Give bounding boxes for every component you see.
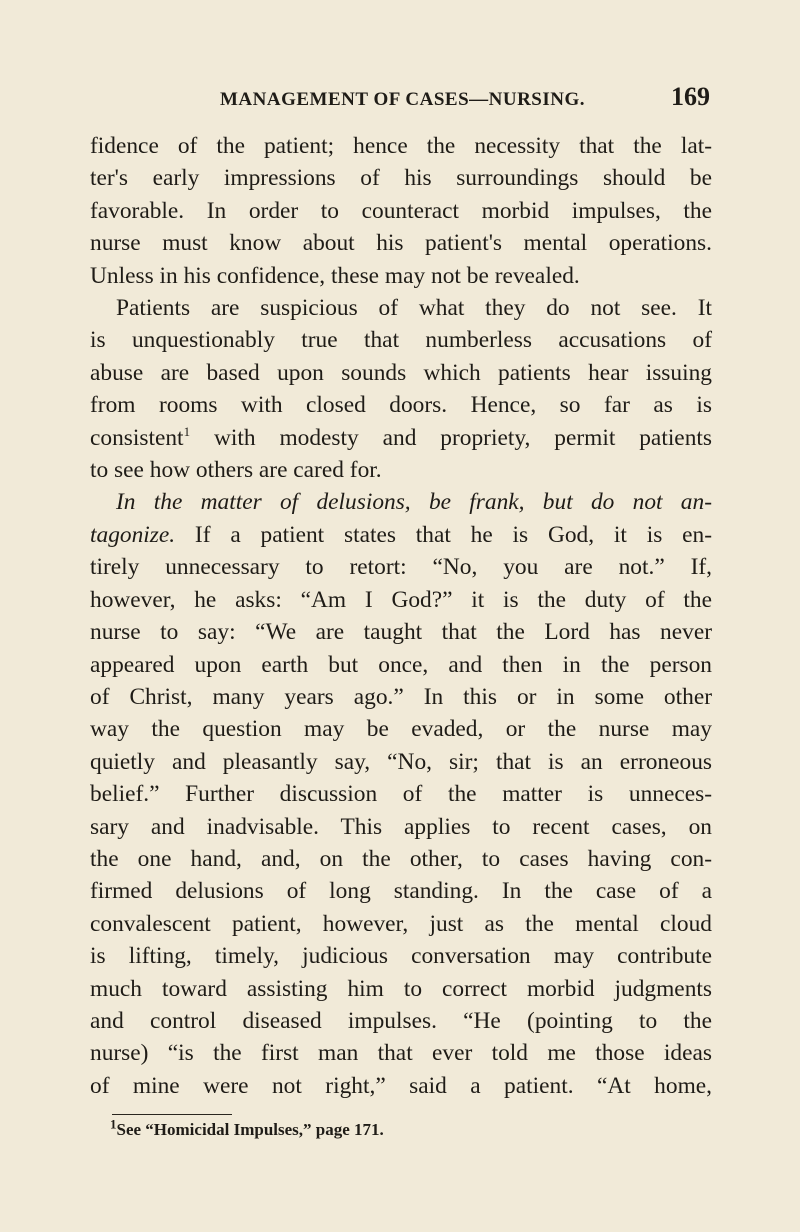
footnote-reference: 1	[183, 423, 191, 439]
text-line: is lifting, timely, judicious conversation may contribute	[90, 943, 712, 970]
page-header	[200, 82, 710, 112]
text-line: is unquestionably true that numberless accusations of	[90, 327, 712, 354]
text-line: abuse are based upon sounds which patients hear issuing	[90, 359, 712, 386]
text-line: nurse must know about his patient's mental operations.	[90, 230, 712, 257]
text-line: however, he asks: “Am I God?” it is the duty of the	[90, 586, 712, 613]
text-line: ter's early impressions of his surroundings should be	[90, 165, 712, 192]
text-line: nurse) “is the first man that ever told me those ideas	[90, 1040, 712, 1067]
text-line: convalescent patient, however, just as the mental cloud	[90, 910, 712, 937]
text-line: sary and inadvisable. This applies to recent cases, on	[90, 813, 712, 840]
text-line: belief.” Further discussion of the matter is unneces-	[90, 781, 712, 808]
text-line: nurse to say: “We are taught that the Lord has never	[90, 619, 712, 646]
text-line: quietly and pleasantly say, “No, sir; that is an erroneous	[90, 748, 712, 775]
text-fragment: with modesty and propriety, permit patients	[190, 424, 712, 451]
running-title: MANAGEMENT OF CASES—NURSING.	[220, 89, 586, 110]
text-line: appeared upon earth but once, and then in the person	[90, 651, 712, 678]
text-line: the one hand, and, on the other, to cases having con-	[90, 845, 712, 872]
text-fragment: If a patient states that he is God, it is en-	[175, 521, 712, 548]
text-line	[90, 422, 712, 454]
text-line: tirely unnecessary to retort: “No, you are not.” If,	[90, 554, 712, 581]
footnote-text: See “Homicidal Impulses,” page 171.	[116, 1120, 384, 1139]
footnote-rule	[112, 1114, 232, 1115]
text-line	[90, 486, 712, 518]
text-line: of mine were not right,” said a patient. “At home,	[90, 1072, 712, 1099]
page-number: 169	[671, 82, 710, 111]
italic-heading: tagonize.	[90, 521, 176, 548]
text-line: Unless in his confidence, these may not be revealed.	[90, 262, 580, 289]
text-line: firmed delusions of long standing. In the case of a	[90, 878, 712, 905]
text-line: much toward assisting him to correct morbid judgments	[90, 975, 712, 1002]
footnote	[110, 1116, 384, 1140]
body-text	[90, 130, 712, 1102]
text-line: from rooms with closed doors. Hence, so far as is	[90, 392, 712, 419]
text-line: and control diseased impulses. “He (pointing to the	[90, 1007, 712, 1034]
italic-heading: In the matter of delusions, be frank, but do not an-	[116, 489, 712, 516]
footnote-mark: 1	[110, 1116, 117, 1132]
text-line: favorable. In order to counteract morbid impulses, the	[90, 197, 712, 224]
text-line: to see how others are cared for.	[90, 457, 382, 484]
text-line: of Christ, many years ago.” In this or in some other	[90, 683, 712, 710]
text-line	[90, 519, 712, 551]
text-line: way the question may be evaded, or the nurse may	[90, 716, 712, 743]
word: consistent	[90, 424, 184, 451]
text-line: Patients are suspicious of what they do not see. It	[116, 295, 712, 322]
text-line: fidence of the patient; hence the necessity that the lat-	[90, 133, 712, 159]
